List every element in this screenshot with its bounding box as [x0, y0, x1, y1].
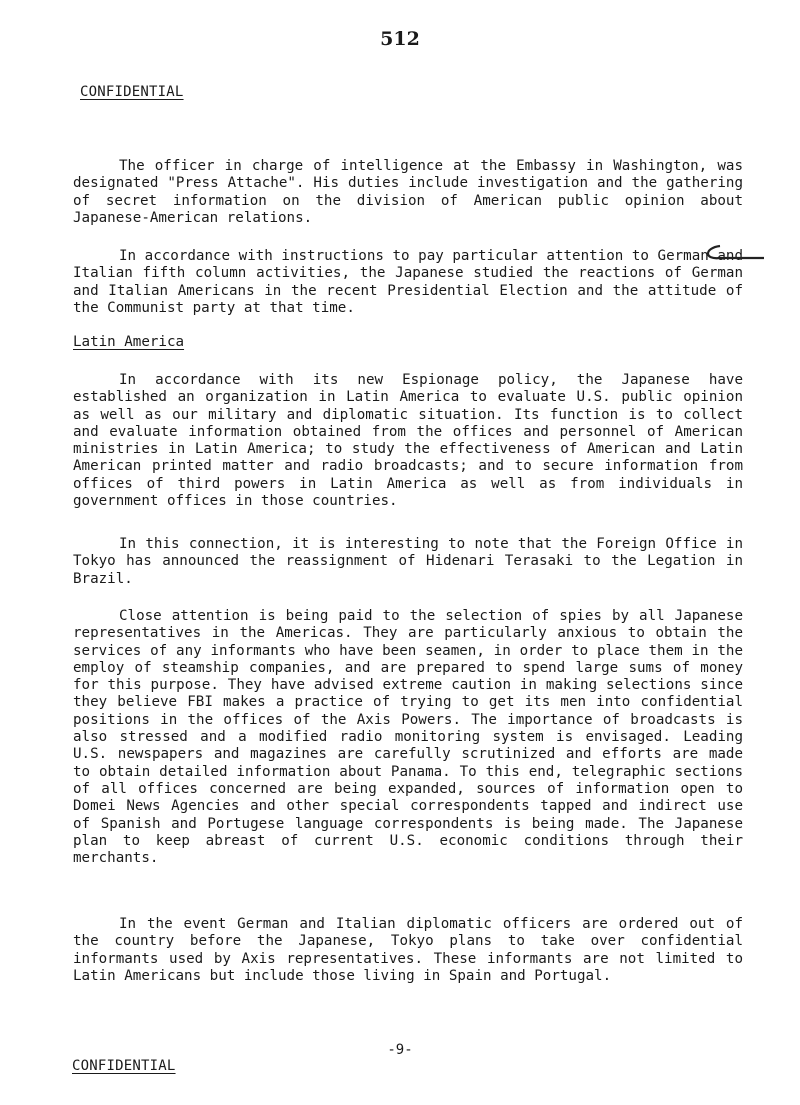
footer-page-number: -9- [387, 1042, 413, 1058]
paragraph-fifth-column [73, 248, 743, 317]
section-heading-latin-america: Latin America [73, 334, 185, 350]
paragraph-terasaki [73, 536, 743, 588]
paragraph-press-attache [73, 158, 743, 227]
paragraph-text: The officer in charge of intelligence at the Embassy in Washington, was designated "Press Attache". His duties include investigation and the gathering of secret information on the division of American public opinion about Japanese-American relations. [73, 158, 743, 226]
paragraph-text: In accordance with instructions to pay particular attention to German and Italian fifth column activities, the Japanese studied the reactions of German and Italian Americans in the recent Presidential Election and the attitude of the Communist party at that time. [73, 248, 743, 316]
classification-marking-top: CONFIDENTIAL [80, 84, 184, 100]
paragraph-text: In this connection, it is interesting to note that the Foreign Office in Tokyo has announced the reassignment of Hidenari Terasaki to the Legation in Brazil. [73, 536, 743, 587]
handwritten-bracket-mark [700, 228, 770, 268]
paragraph-spies-selection [73, 608, 743, 867]
paragraph-text: In the event German and Italian diplomatic officers are ordered out of the country before the Japanese, Tokyo plans to take over confidential informants used by Axis representatives. These informants are not limited to Latin Americans but include those living in Spain and Portugal. [73, 916, 743, 984]
paragraph-espionage-policy [73, 372, 743, 510]
page-number: 512 [380, 28, 420, 50]
classification-marking-bottom: CONFIDENTIAL [72, 1058, 176, 1074]
paragraph-text: In accordance with its new Espionage policy, the Japanese have established an organization in Latin America to evaluate U.S. public opinion as well as our military and diplomatic situation. Its function is to collect and evaluate information obtained from the offices and personnel of American ministries in Latin America; to study the effectiveness of American and Latin American printed matter and radio broadcasts; and to secure information from offices of third powers in Latin America as well as from individuals in government offices in those countries. [73, 372, 743, 510]
paragraph-text: Close attention is being paid to the selection of spies by all Japanese representatives in the Americas. They are particularly anxious to obtain the services of any informants who have been seamen, in order to place them in the employ of steamship companies, and are prepared to spend large sums of money for this purpose. They have advised extreme caution in making selections since they believe FBI makes a practice of trying to get its men into confidential positions in the offices of the Axis Powers. The importance of broadcasts is also stressed and a modified radio monitoring system is envisaged. Leading U.S. newspapers and magazines are carefully scrutinized and efforts are made to obtain detailed information about Panama. To this end, telegraphic sections of all offices concerned are being expanded, sources of information open to Domei News Agencies and other special correspondents tapped and indirect use of Spanish and Portugese language correspondents is being made. The Japanese plan to keep abreast of current U.S. economic conditions through their merchants. [73, 608, 743, 867]
paragraph-axis-informants [73, 916, 743, 985]
